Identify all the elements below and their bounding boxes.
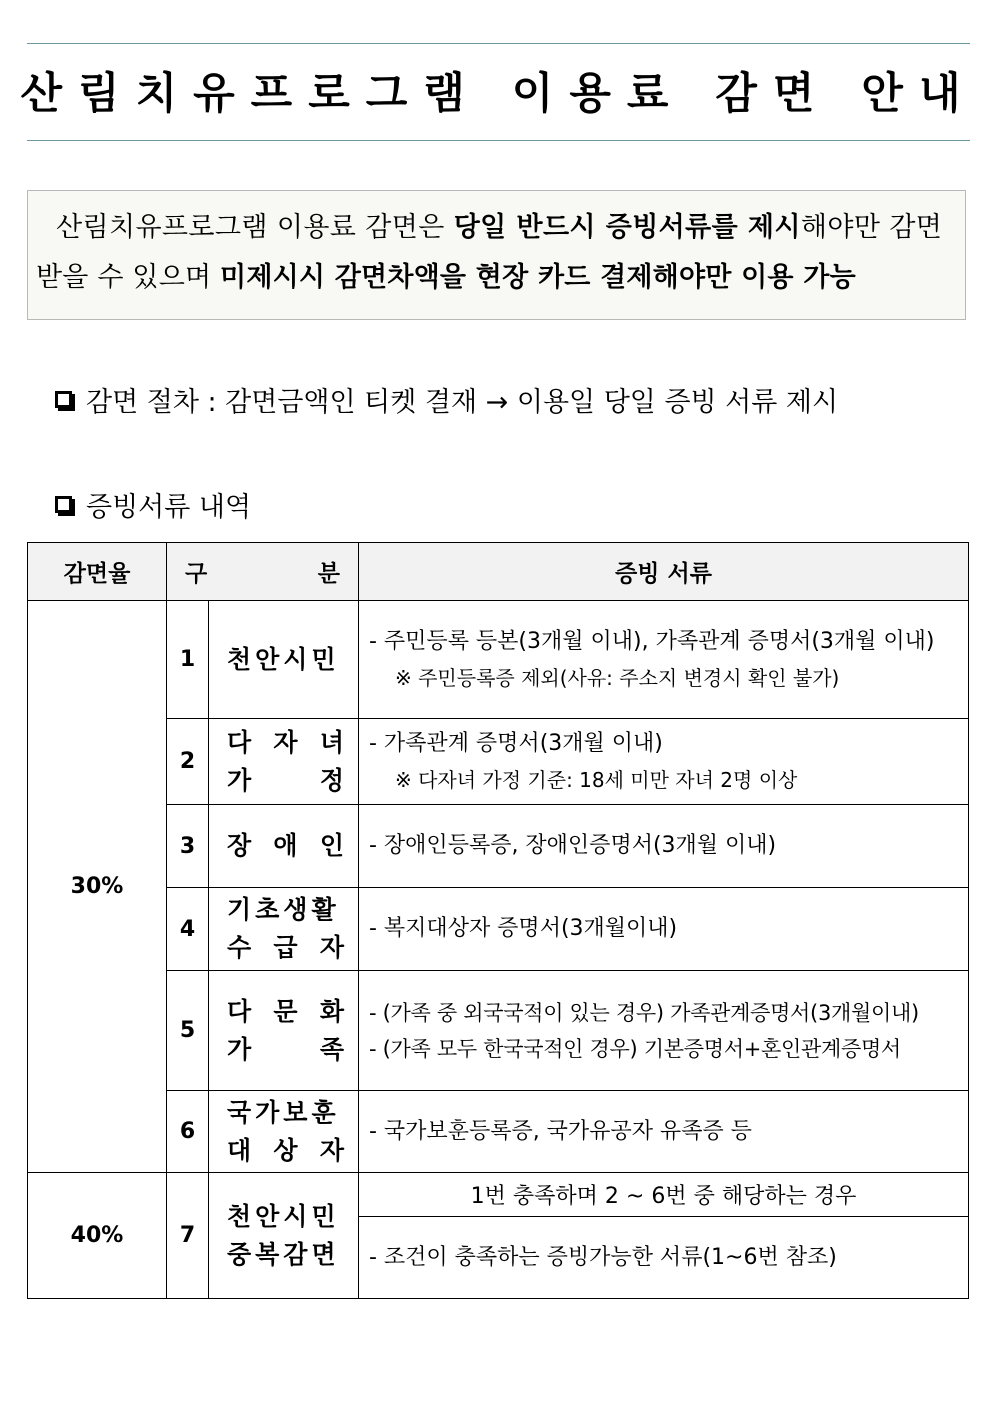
category-text: 천안시민 xyxy=(227,1201,340,1231)
procedure-text: 감면 절차 : 감면금액인 티켓 결재 → 이용일 당일 증빙 서류 제시 xyxy=(86,387,839,418)
doc-line: - 국가보훈등록증, 국가유공자 유족증 등 xyxy=(369,1118,752,1144)
header-gubun-b: 분 xyxy=(317,561,340,587)
category xyxy=(209,888,359,971)
row-number: 3 xyxy=(167,805,209,888)
table-row xyxy=(28,719,969,805)
table-header-row xyxy=(28,543,969,601)
notice-line-1 xyxy=(36,203,955,253)
category-char: 급 xyxy=(273,933,298,962)
docs-heading-text: 증빙서류 내역 xyxy=(86,492,252,523)
doc-note: ※ 주민등록증 제외(사유: 주소지 변경시 확인 불가) xyxy=(395,665,840,690)
table-row xyxy=(28,1173,969,1217)
row-number: 5 xyxy=(167,971,209,1091)
row-number: 7 xyxy=(167,1173,209,1299)
header-docs: 증빙 서류 xyxy=(359,543,969,601)
table-row xyxy=(28,601,969,719)
category-char: 자 xyxy=(273,727,298,757)
category xyxy=(209,971,359,1091)
category-char: 애 xyxy=(273,831,298,860)
notice-emphasis: 당일 반드시 증빙서류를 제시 xyxy=(453,212,801,243)
category xyxy=(209,805,359,888)
category xyxy=(209,1091,359,1173)
notice-text: 받을 수 있으며 xyxy=(36,262,221,293)
doc-line: - (가족 중 외국국적이 있는 경우) 가족관계증명서(3개월이내) xyxy=(369,1000,919,1025)
evidence-docs xyxy=(359,971,969,1091)
notice-text: 해야만 감면 xyxy=(800,212,943,243)
category-char: 자 xyxy=(319,1135,344,1165)
condition-cell: 1번 충족하며 2 ~ 6번 중 해당하는 경우 xyxy=(359,1173,969,1217)
category-char: 수 xyxy=(227,933,252,962)
docs-section-heading xyxy=(55,485,251,524)
rate-30: 30% xyxy=(28,601,167,1173)
category-char: 상 xyxy=(273,1135,298,1165)
row-number: 2 xyxy=(167,719,209,805)
checkbox-bullet-icon xyxy=(55,391,72,408)
table-row xyxy=(28,888,969,971)
category-text: 국가보훈 xyxy=(227,1097,340,1127)
docs-table xyxy=(27,542,969,1299)
category-char: 장 xyxy=(227,831,252,860)
notice-text: 산림치유프로그램 이용료 감면은 xyxy=(56,212,454,243)
evidence-docs xyxy=(359,1091,969,1173)
header-gubun xyxy=(167,543,359,601)
category-char: 다 xyxy=(227,996,252,1026)
header-rate: 감면율 xyxy=(28,543,167,601)
title-top-rule xyxy=(27,43,970,44)
category-char: 대 xyxy=(227,1135,252,1165)
category-char: 가 xyxy=(227,1034,252,1064)
doc-line: - 복지대상자 증명서(3개월이내) xyxy=(369,916,678,941)
table-row xyxy=(28,805,969,888)
page-title: 산림치유프로그램 이용료 감면 안내 xyxy=(20,68,977,119)
category xyxy=(209,719,359,805)
category xyxy=(209,601,359,719)
doc-line: - 장애인등록증, 장애인증명서(3개월 이내) xyxy=(369,833,777,858)
category-char: 정 xyxy=(319,765,344,795)
checkbox-bullet-icon xyxy=(55,496,72,513)
title-bottom-rule xyxy=(27,140,970,141)
doc-line: - 가족관계 증명서(3개월 이내) xyxy=(369,730,663,756)
evidence-docs xyxy=(359,601,969,719)
category-char: 가 xyxy=(227,765,252,795)
doc-note: ※ 다자녀 가정 기준: 18세 미만 자녀 2명 이상 xyxy=(395,767,798,792)
table-row xyxy=(28,1091,969,1173)
doc-line: - 주민등록 등본(3개월 이내), 가족관계 증명서(3개월 이내) xyxy=(369,628,935,654)
category-char: 녀 xyxy=(319,727,344,757)
category-char: 족 xyxy=(319,1034,344,1064)
evidence-docs xyxy=(359,805,969,888)
rate-40: 40% xyxy=(28,1173,167,1299)
evidence-docs xyxy=(359,719,969,805)
evidence-docs xyxy=(359,1217,969,1299)
category-char: 문 xyxy=(273,996,298,1026)
header-gubun-a: 구 xyxy=(185,561,208,587)
category-text: 기초생활 xyxy=(227,895,340,924)
row-number: 6 xyxy=(167,1091,209,1173)
row-number: 4 xyxy=(167,888,209,971)
doc-line: - 조건이 충족하는 증빙가능한 서류(1~6번 참조) xyxy=(369,1244,837,1270)
category-char: 자 xyxy=(319,933,344,962)
row-number: 1 xyxy=(167,601,209,719)
category-char: 다 xyxy=(227,727,252,757)
category-char: 인 xyxy=(319,831,344,860)
notice-emphasis: 미제시시 감면차액을 현장 카드 결제해야만 이용 가능 xyxy=(220,262,856,293)
doc-line: - (가족 모두 한국국적인 경우) 기본증명서+혼인관계증명서 xyxy=(369,1036,901,1061)
notice-line-2 xyxy=(36,253,955,303)
category-text: 천안시민 xyxy=(227,644,340,674)
table-row xyxy=(28,971,969,1091)
category-char: 화 xyxy=(319,996,344,1026)
procedure-section xyxy=(55,380,838,419)
category xyxy=(209,1173,359,1299)
notice-box xyxy=(27,190,966,320)
evidence-docs xyxy=(359,888,969,971)
category-text: 중복감면 xyxy=(227,1239,340,1269)
